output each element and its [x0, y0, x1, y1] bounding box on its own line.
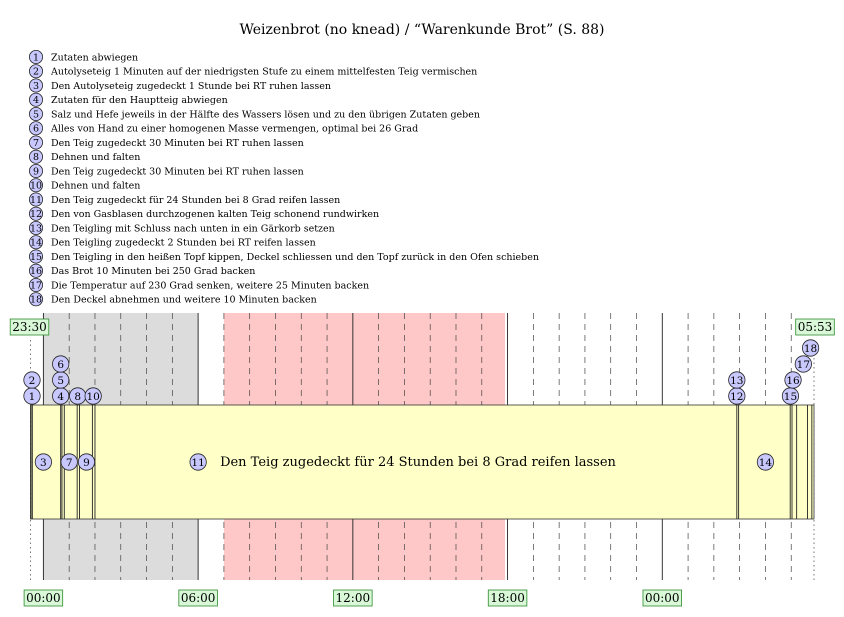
step-item	[29, 207, 379, 220]
step-marker-number: 8	[74, 390, 82, 403]
step-number: 7	[32, 137, 40, 149]
step-text: Den Teig zugedeckt 30 Minuten bei RT ruhen lassen	[51, 137, 304, 149]
end-time-label-text: 05:53	[797, 320, 833, 334]
step-marker-number: 15	[783, 390, 798, 403]
axis-time-label-text: 06:00	[180, 591, 216, 605]
step-marker-number: 7	[65, 456, 73, 469]
step-text: Autolyseteig 1 Minuten auf der niedrigsten Stufe zu einem mittelfesten Teig vermischen	[51, 66, 478, 78]
step-text: Die Temperatur auf 230 Grad senken, weitere 25 Minuten backen	[51, 280, 370, 292]
step-marker-number: 16	[786, 374, 800, 387]
step-number: 1	[32, 52, 40, 64]
timeline-step-marker	[729, 372, 745, 388]
step-marker-number: 10	[86, 390, 100, 403]
timeline-step-marker	[785, 372, 801, 388]
step-item	[29, 221, 334, 234]
start-time-label-text: 23:30	[12, 320, 47, 334]
step-number: 4	[32, 95, 40, 107]
step-text: Zutaten für den Hauptteig abwiegen	[51, 95, 228, 107]
axis-time-label	[24, 590, 63, 606]
axis-time-label	[179, 590, 218, 606]
step-marker-number: 14	[758, 456, 773, 469]
step-marker-number: 4	[57, 390, 65, 403]
step-number: 11	[29, 194, 43, 206]
step-number: 3	[32, 80, 40, 92]
end-time-label	[796, 319, 835, 335]
timeline-step-marker	[61, 454, 77, 470]
step-item	[29, 65, 477, 78]
step-number: 15	[29, 251, 43, 263]
step-marker-number: 5	[57, 374, 65, 387]
step-number: 10	[29, 180, 43, 192]
step-item	[29, 264, 255, 277]
start-time-label	[10, 319, 49, 335]
timeline-step-marker	[78, 454, 94, 470]
step-number: 6	[32, 123, 40, 135]
step-item	[29, 107, 480, 120]
step-text: Alles von Hand zu einer homogenen Masse vermengen, optimal bei 26 Grad	[51, 123, 419, 135]
timeline-step-marker	[802, 340, 818, 356]
step-marker-number: 6	[57, 358, 65, 371]
timeline-step-marker	[795, 356, 811, 372]
step-text: Den von Gasblasen durchzogenen kalten Teig schonend rundwirken	[51, 209, 380, 221]
step-text: Den Teigling mit Schluss nach unten in ein Gärkorb setzen	[51, 223, 335, 235]
timeline	[10, 313, 834, 606]
step-number: 12	[29, 209, 43, 221]
step-item	[29, 164, 303, 177]
axis-time-label	[488, 590, 527, 606]
timeline-step-marker	[190, 454, 206, 470]
step-list	[29, 50, 539, 305]
step-marker-number: 12	[730, 390, 744, 403]
step-number: 9	[32, 166, 40, 178]
timeline-step-marker	[35, 454, 51, 470]
timeline-step-marker	[52, 388, 68, 404]
step-text: Den Deckel abnehmen und weitere 10 Minuten backen	[51, 294, 317, 306]
step-item	[29, 278, 369, 291]
step-text: Dehnen und falten	[51, 152, 141, 164]
step-text: Den Teig zugedeckt 30 Minuten bei RT ruhen lassen	[51, 166, 304, 178]
step-number: 17	[29, 280, 43, 292]
timeline-step-marker	[729, 388, 745, 404]
step-item	[29, 236, 315, 249]
timeline-step-marker	[757, 454, 773, 470]
step-marker-number: 13	[730, 374, 744, 387]
timeline-step-marker	[24, 372, 40, 388]
bar-step-text: Den Teig zugedeckt für 24 Stunden bei 8 Grad reifen lassen	[220, 455, 616, 470]
step-number: 13	[29, 223, 43, 235]
axis-time-label-text: 18:00	[490, 591, 525, 605]
timeline-step-marker	[52, 356, 68, 372]
step-item	[29, 50, 138, 63]
step-item	[29, 193, 340, 206]
timeline-step-marker	[24, 388, 40, 404]
step-text: Das Brot 10 Minuten bei 250 Grad backen	[51, 266, 256, 278]
step-number: 16	[29, 266, 43, 278]
page-title: Weizenbrot (no knead) / “Warenkunde Brot” (S. 88)	[239, 22, 605, 38]
step-text: Den Teigling zugedeckt 2 Stunden bei RT reifen lassen	[51, 237, 316, 249]
axis-time-label-text: 00:00	[644, 591, 680, 605]
step-item	[29, 136, 303, 149]
step-number: 5	[32, 109, 40, 121]
step-number: 2	[32, 66, 40, 78]
process-bar-layer	[31, 405, 815, 519]
step-text: Den Teigling in den heißen Topf kippen, Deckel schliessen und den Topf zurück in den Ofen schieben	[51, 251, 539, 263]
step-text: Zutaten abwiegen	[51, 52, 139, 64]
step-text: Den Autolyseteig zugedeckt 1 Stunde bei RT ruhen lassen	[51, 80, 332, 92]
step-marker-number: 17	[796, 358, 811, 371]
step-marker-number: 1	[28, 390, 36, 403]
step-marker-number: 18	[803, 342, 818, 355]
axis-time-label	[334, 590, 373, 606]
step-text: Den Teig zugedeckt für 24 Stunden bei 8 Grad reifen lassen	[51, 194, 341, 206]
step-item	[29, 93, 227, 106]
step-text: Salz und Hefe jeweils in der Hälfte des Wassers lösen und zu den übrigen Zutaten geben	[51, 109, 480, 121]
step-item	[29, 293, 316, 306]
step-number: 18	[29, 294, 43, 306]
step-marker-number: 11	[191, 456, 205, 469]
step-marker-number: 3	[40, 456, 47, 469]
step-item	[29, 122, 418, 135]
timeline-step-marker	[782, 388, 798, 404]
step-number: 14	[29, 237, 43, 249]
step-text: Dehnen und falten	[51, 180, 141, 192]
timeline-step-marker	[85, 388, 101, 404]
step-item	[29, 150, 140, 163]
axis-time-label-text: 12:00	[335, 591, 371, 605]
timeline-step-marker	[52, 372, 68, 388]
timeline-step-marker	[69, 388, 85, 404]
step-marker-number: 2	[28, 374, 36, 387]
step-item	[29, 179, 140, 192]
axis-time-label-text: 00:00	[26, 591, 61, 605]
step-number: 8	[32, 152, 40, 164]
step-marker-number: 9	[83, 456, 90, 469]
step-item	[29, 250, 539, 263]
step-item	[29, 79, 331, 92]
axis-time-label	[643, 590, 682, 606]
